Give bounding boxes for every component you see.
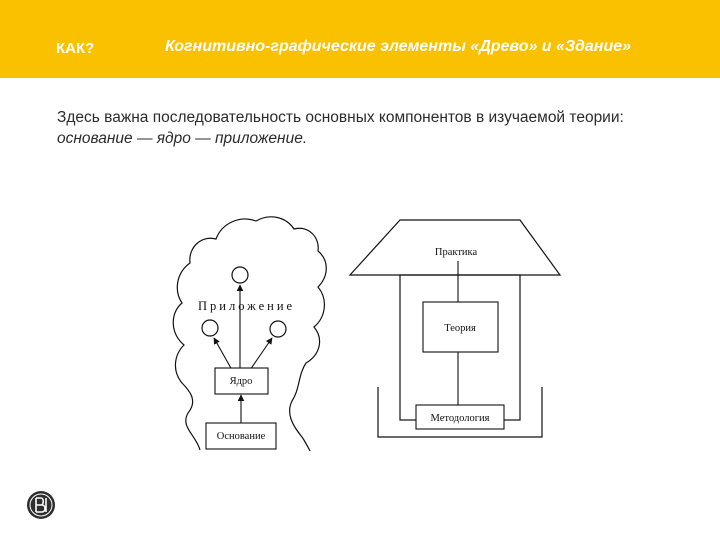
- header-bar: [0, 0, 720, 78]
- header-tag: КАК?: [56, 40, 95, 57]
- tree-core-label: Ядро: [229, 376, 253, 387]
- diagrams: [160, 205, 590, 460]
- tree-crown-outline: [173, 217, 326, 451]
- diagram-canvas: [160, 205, 590, 455]
- body-line-1: Здесь важна последовательность основных компонентов в изучаемой теории:: [57, 109, 624, 126]
- building-diagram: [350, 220, 560, 437]
- tree-arrow-right: [250, 338, 272, 370]
- tree-left-node: [202, 320, 218, 336]
- tree-right-node: [270, 321, 286, 337]
- building-theory-label: Теория: [444, 323, 476, 334]
- building-roof-label: Практика: [434, 247, 478, 258]
- body-line-2: основание — ядро — приложение.: [57, 130, 308, 147]
- tree-diagram: [173, 217, 326, 451]
- tree-application-label: Приложение: [198, 299, 296, 313]
- body-text: [57, 107, 697, 149]
- tree-top-node: [232, 267, 248, 283]
- tree-arrow-left: [214, 338, 232, 370]
- slide-title: Когнитивно-графические элементы «Древо» и «Здание»: [165, 38, 632, 55]
- building-methodology-label: Методология: [430, 413, 490, 424]
- tree-base-label: Основание: [216, 431, 266, 442]
- hse-seal-icon: [26, 490, 56, 525]
